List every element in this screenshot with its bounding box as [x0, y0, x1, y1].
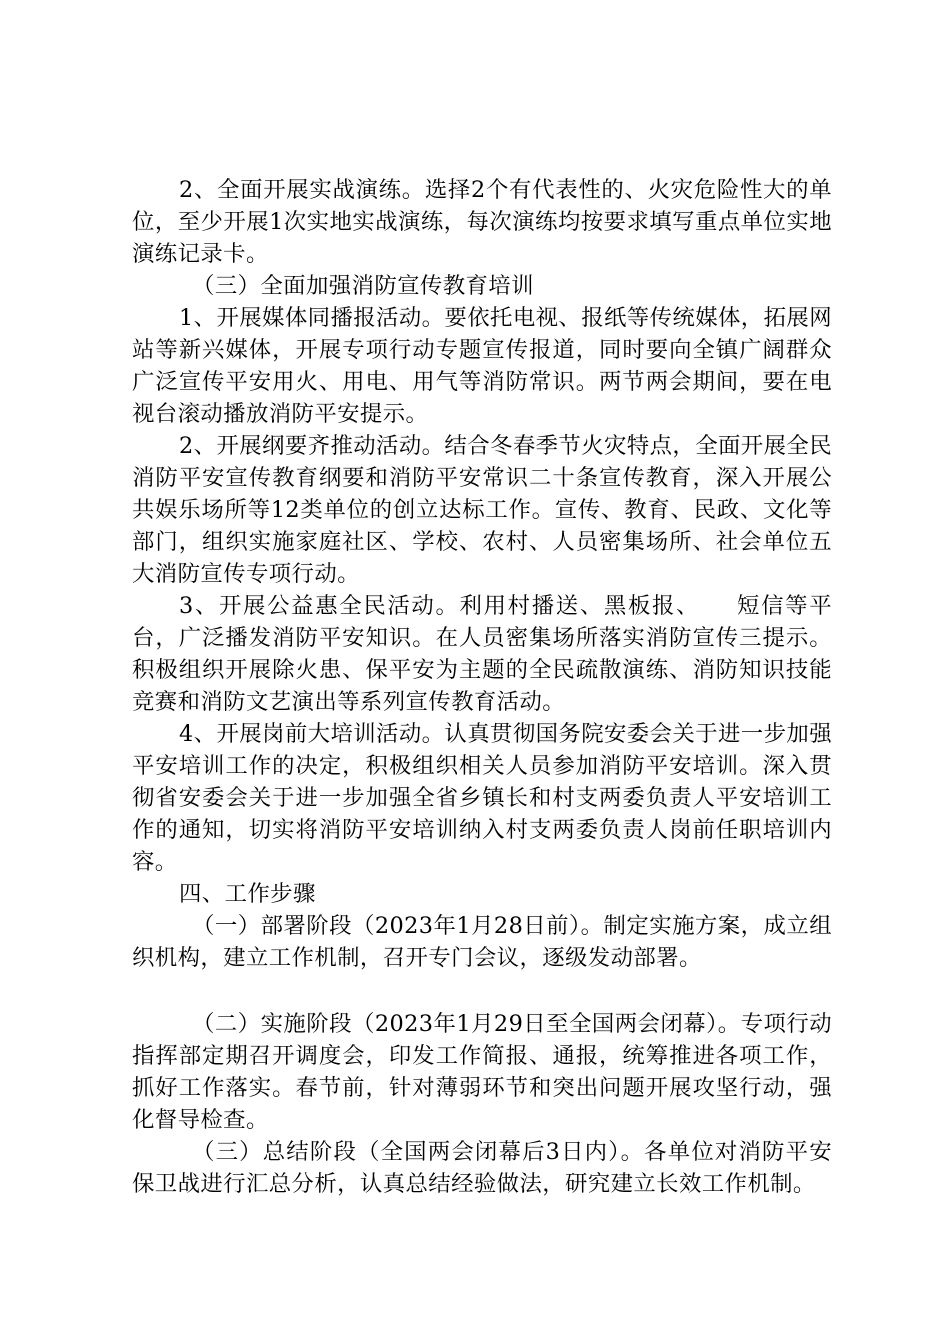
paragraph-summary-phase: （三）总结阶段（全国两会闭幕后3日内）。各单位对消防平安保卫战进行汇总分析，认真总结经验做法，研究建立长效工作机制。: [132, 1139, 832, 1197]
section-heading-publicity-training: （三）全面加强消防宣传教育培训: [192, 273, 534, 299]
section-heading-work-steps: 四、工作步骤: [179, 881, 316, 907]
blank-line: [132, 974, 832, 1008]
paragraph-outline-promotion: 2、开展纲要齐推动活动。结合冬春季节火灾特点，全面开展全民消防平安宣传教育纲要和消防平安常识二十条宣传教育，深入开展公共娱乐场所等12类单位的创立达标工作。宣传、教育、民政、文化等部门，组织实施家庭社区、学校、农村、人员密集场所、社会单位五大消防宣传专项行动。: [132, 433, 832, 587]
paragraph-drill: 2、全面开展实战演练。选择2个有代表性的、火灾危险性大的单位，至少开展1次实地实战演练，每次演练均按要求填写重点单位实地演练记录卡。: [132, 177, 832, 267]
document-page: [132, 174, 832, 1200]
paragraph-media-broadcast: 1、开展媒体同播报活动。要依托电视、报纸等传统媒体，拓展网站等新兴媒体，开展专项行动专题宣传报道，同时要向全镇广阔群众广泛宣传平安用火、用电、用气等消防常识。两节两会期间，要在电视台滚动播放消防平安提示。: [132, 305, 832, 427]
paragraph-deployment-phase: （一）部署阶段（2023年1月28日前）。制定实施方案，成立组织机构，建立工作机制，召开专门会议，逐级发动部署。: [132, 913, 832, 971]
paragraph-pre-job-training: 4、开展岗前大培训活动。认真贯彻国务院安委会关于进一步加强平安培训工作的决定，积极组织相关人员参加消防平安培训。深入贯彻省安委会关于进一步加强全省乡镇长和村支两委负责人平安培训工作的通知，切实将消防平安培训纳入村支两委负责人岗前任职培训内容。: [132, 721, 832, 875]
paragraph-public-welfare: 3、开展公益惠全民活动。利用村播送、黑板报、 短信等平台，广泛播发消防平安知识。在人员密集场所落实消防宣传三提示。积极组织开展除火患、保平安为主题的全民疏散演练、消防知识技能竞赛和消防文艺演出等系列宣传教育活动。: [132, 593, 832, 715]
paragraph-implementation-phase: （二）实施阶段（2023年1月29日至全国两会闭幕）。专项行动指挥部定期召开调度会，印发工作简报、通报，统筹推进各项工作，抓好工作落实。春节前，针对薄弱环节和突出问题开展攻坚行动，强化督导检查。: [132, 1011, 832, 1133]
